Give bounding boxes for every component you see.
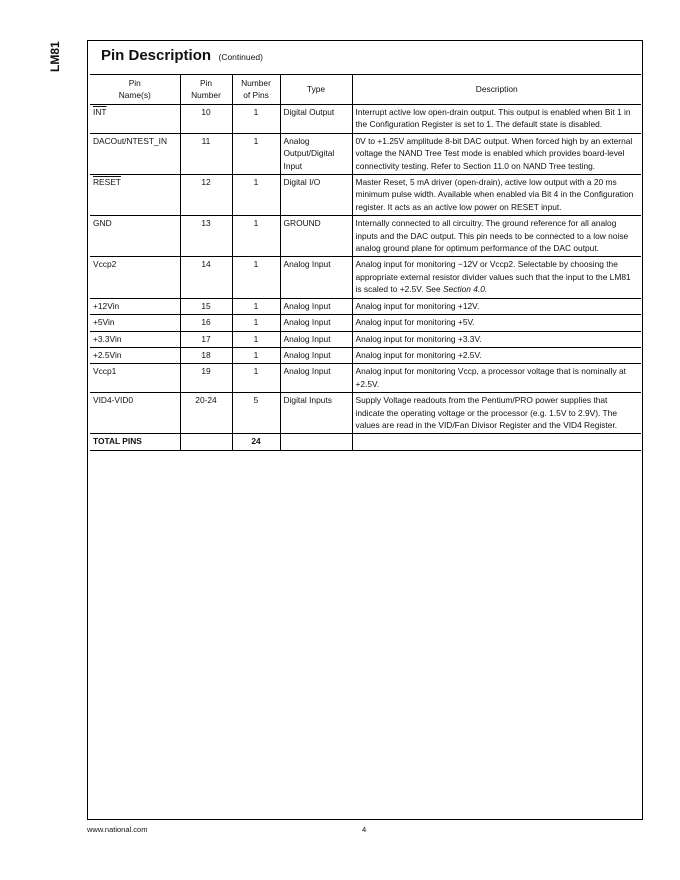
pin-description: Analog input for monitoring Vccp, a processor voltage that is nominally at +2.5V. [352, 364, 641, 393]
table-row [90, 364, 641, 393]
pin-type: Digital I/O [280, 175, 352, 216]
pin-description: Analog input for monitoring −12V or Vccp2. Selectable by choosing the appropriate external resistor divider values such that the input to the LM81 is scaled to +2.5V. See Section 4.0. [352, 257, 641, 298]
table-row [90, 175, 641, 216]
pin-description: Master Reset, 5 mA driver (open-drain), active low output with a 20 ms minimum pulse width. Available when enabled via Bit 4 in the Configuration register. It acts as an active low power on RESET input. [352, 175, 641, 216]
page-subtitle: (Continued) [218, 52, 263, 62]
table-row [90, 315, 641, 331]
pin-count: 1 [232, 331, 280, 347]
pin-number: 12 [180, 175, 232, 216]
pin-count: 1 [232, 175, 280, 216]
footer-website[interactable]: www.national.com [87, 825, 148, 834]
total-type [280, 434, 352, 450]
pin-name: +12Vin [90, 298, 180, 314]
table-header-row [90, 75, 641, 105]
table-row [90, 257, 641, 298]
total-label: TOTAL PINS [90, 434, 180, 450]
page-title: Pin Description [101, 47, 212, 64]
pin-type: Analog Input [280, 331, 352, 347]
table-row [90, 331, 641, 347]
pin-description: Internally connected to all circuitry. The ground reference for all analog inputs and the DAC output. This pin needs to be connected to a low noise analog ground plane for optimum performance of the DAC output. [352, 216, 641, 257]
total-pin-number [180, 434, 232, 450]
pin-count: 1 [232, 315, 280, 331]
content-frame [87, 40, 643, 820]
pin-type: Analog Input [280, 364, 352, 393]
pin-number: 14 [180, 257, 232, 298]
header-number-of-pins: Number of Pins [232, 75, 280, 105]
table-row [90, 347, 641, 363]
pin-number: 18 [180, 347, 232, 363]
header-pin-names: Pin Name(s) [90, 75, 180, 105]
pin-type: Digital Inputs [280, 393, 352, 434]
pin-count: 5 [232, 393, 280, 434]
pin-name: $\overline{INT}$ [90, 105, 180, 134]
pin-type: Digital Output [280, 105, 352, 134]
pin-type: Analog Output/Digital Input [280, 133, 352, 174]
pin-name: +2.5Vin [90, 347, 180, 363]
pin-number: 19 [180, 364, 232, 393]
pin-number: 17 [180, 331, 232, 347]
pin-number: 16 [180, 315, 232, 331]
pin-name: GND [90, 216, 180, 257]
header-description: Description [352, 75, 641, 105]
total-count: 24 [232, 434, 280, 450]
section-reference: Section 4.0. [442, 284, 488, 295]
table-row [90, 298, 641, 314]
pin-description: Analog input for monitoring +3.3V. [352, 331, 641, 347]
pin-name: Vccp2 [90, 257, 180, 298]
pin-description: Supply Voltage readouts from the Pentium/PRO power supplies that indicate the operating voltage or the processor (e.g. 1.5V to 2.9V). The values are read in the VID/Fan Divisor Register and the VID4 Register. [352, 393, 641, 434]
pin-description: Analog input for monitoring +5V. [352, 315, 641, 331]
pin-type: Analog Input [280, 347, 352, 363]
pin-name: RESET [90, 175, 180, 216]
pin-type: GROUND [280, 216, 352, 257]
pin-number: 20-24 [180, 393, 232, 434]
title-row [101, 47, 263, 65]
pin-name: Vccp1 [90, 364, 180, 393]
pin-count: 1 [232, 347, 280, 363]
total-row [90, 434, 641, 450]
table-row [90, 133, 641, 174]
pin-number: 11 [180, 133, 232, 174]
table-row [90, 393, 641, 434]
part-number-text: LM81 [48, 41, 62, 72]
footer-page-number: 4 [362, 825, 367, 834]
pin-count: 1 [232, 364, 280, 393]
pin-description: Analog input for monitoring +2.5V. [352, 347, 641, 363]
pin-type: Analog Input [280, 315, 352, 331]
header-pin-number: Pin Number [180, 75, 232, 105]
pin-count: 1 [232, 298, 280, 314]
total-description [352, 434, 641, 450]
pin-count: 1 [232, 105, 280, 134]
part-number-side-label [48, 42, 78, 78]
pin-description: 0V to +1.25V amplitude 8-bit DAC output. When forced high by an external voltage the NAND Tree Test mode is enabled which provides board-level connectivity testing. Refer to Section 11.0 on NAND Tree testing. [352, 133, 641, 174]
pin-name: VID4-VID0 [90, 393, 180, 434]
pin-number: 15 [180, 298, 232, 314]
pin-count: 1 [232, 216, 280, 257]
pin-type: Analog Input [280, 257, 352, 298]
pin-count: 1 [232, 133, 280, 174]
pin-number: 10 [180, 105, 232, 134]
table-row [90, 105, 641, 134]
header-type: Type [280, 75, 352, 105]
pin-number: 13 [180, 216, 232, 257]
table-row [90, 216, 641, 257]
pin-count: 1 [232, 257, 280, 298]
pin-description-table [90, 74, 641, 451]
pin-type: Analog Input [280, 298, 352, 314]
pin-name: DACOut/NTEST_IN [90, 133, 180, 174]
pin-description: Interrupt active low open-drain output. This output is enabled when Bit 1 in the Configuration Register is set to 1. The default state is disabled. [352, 105, 641, 134]
pin-description: Analog input for monitoring +12V. [352, 298, 641, 314]
pin-name: +3.3Vin [90, 331, 180, 347]
pin-name: +5Vin [90, 315, 180, 331]
